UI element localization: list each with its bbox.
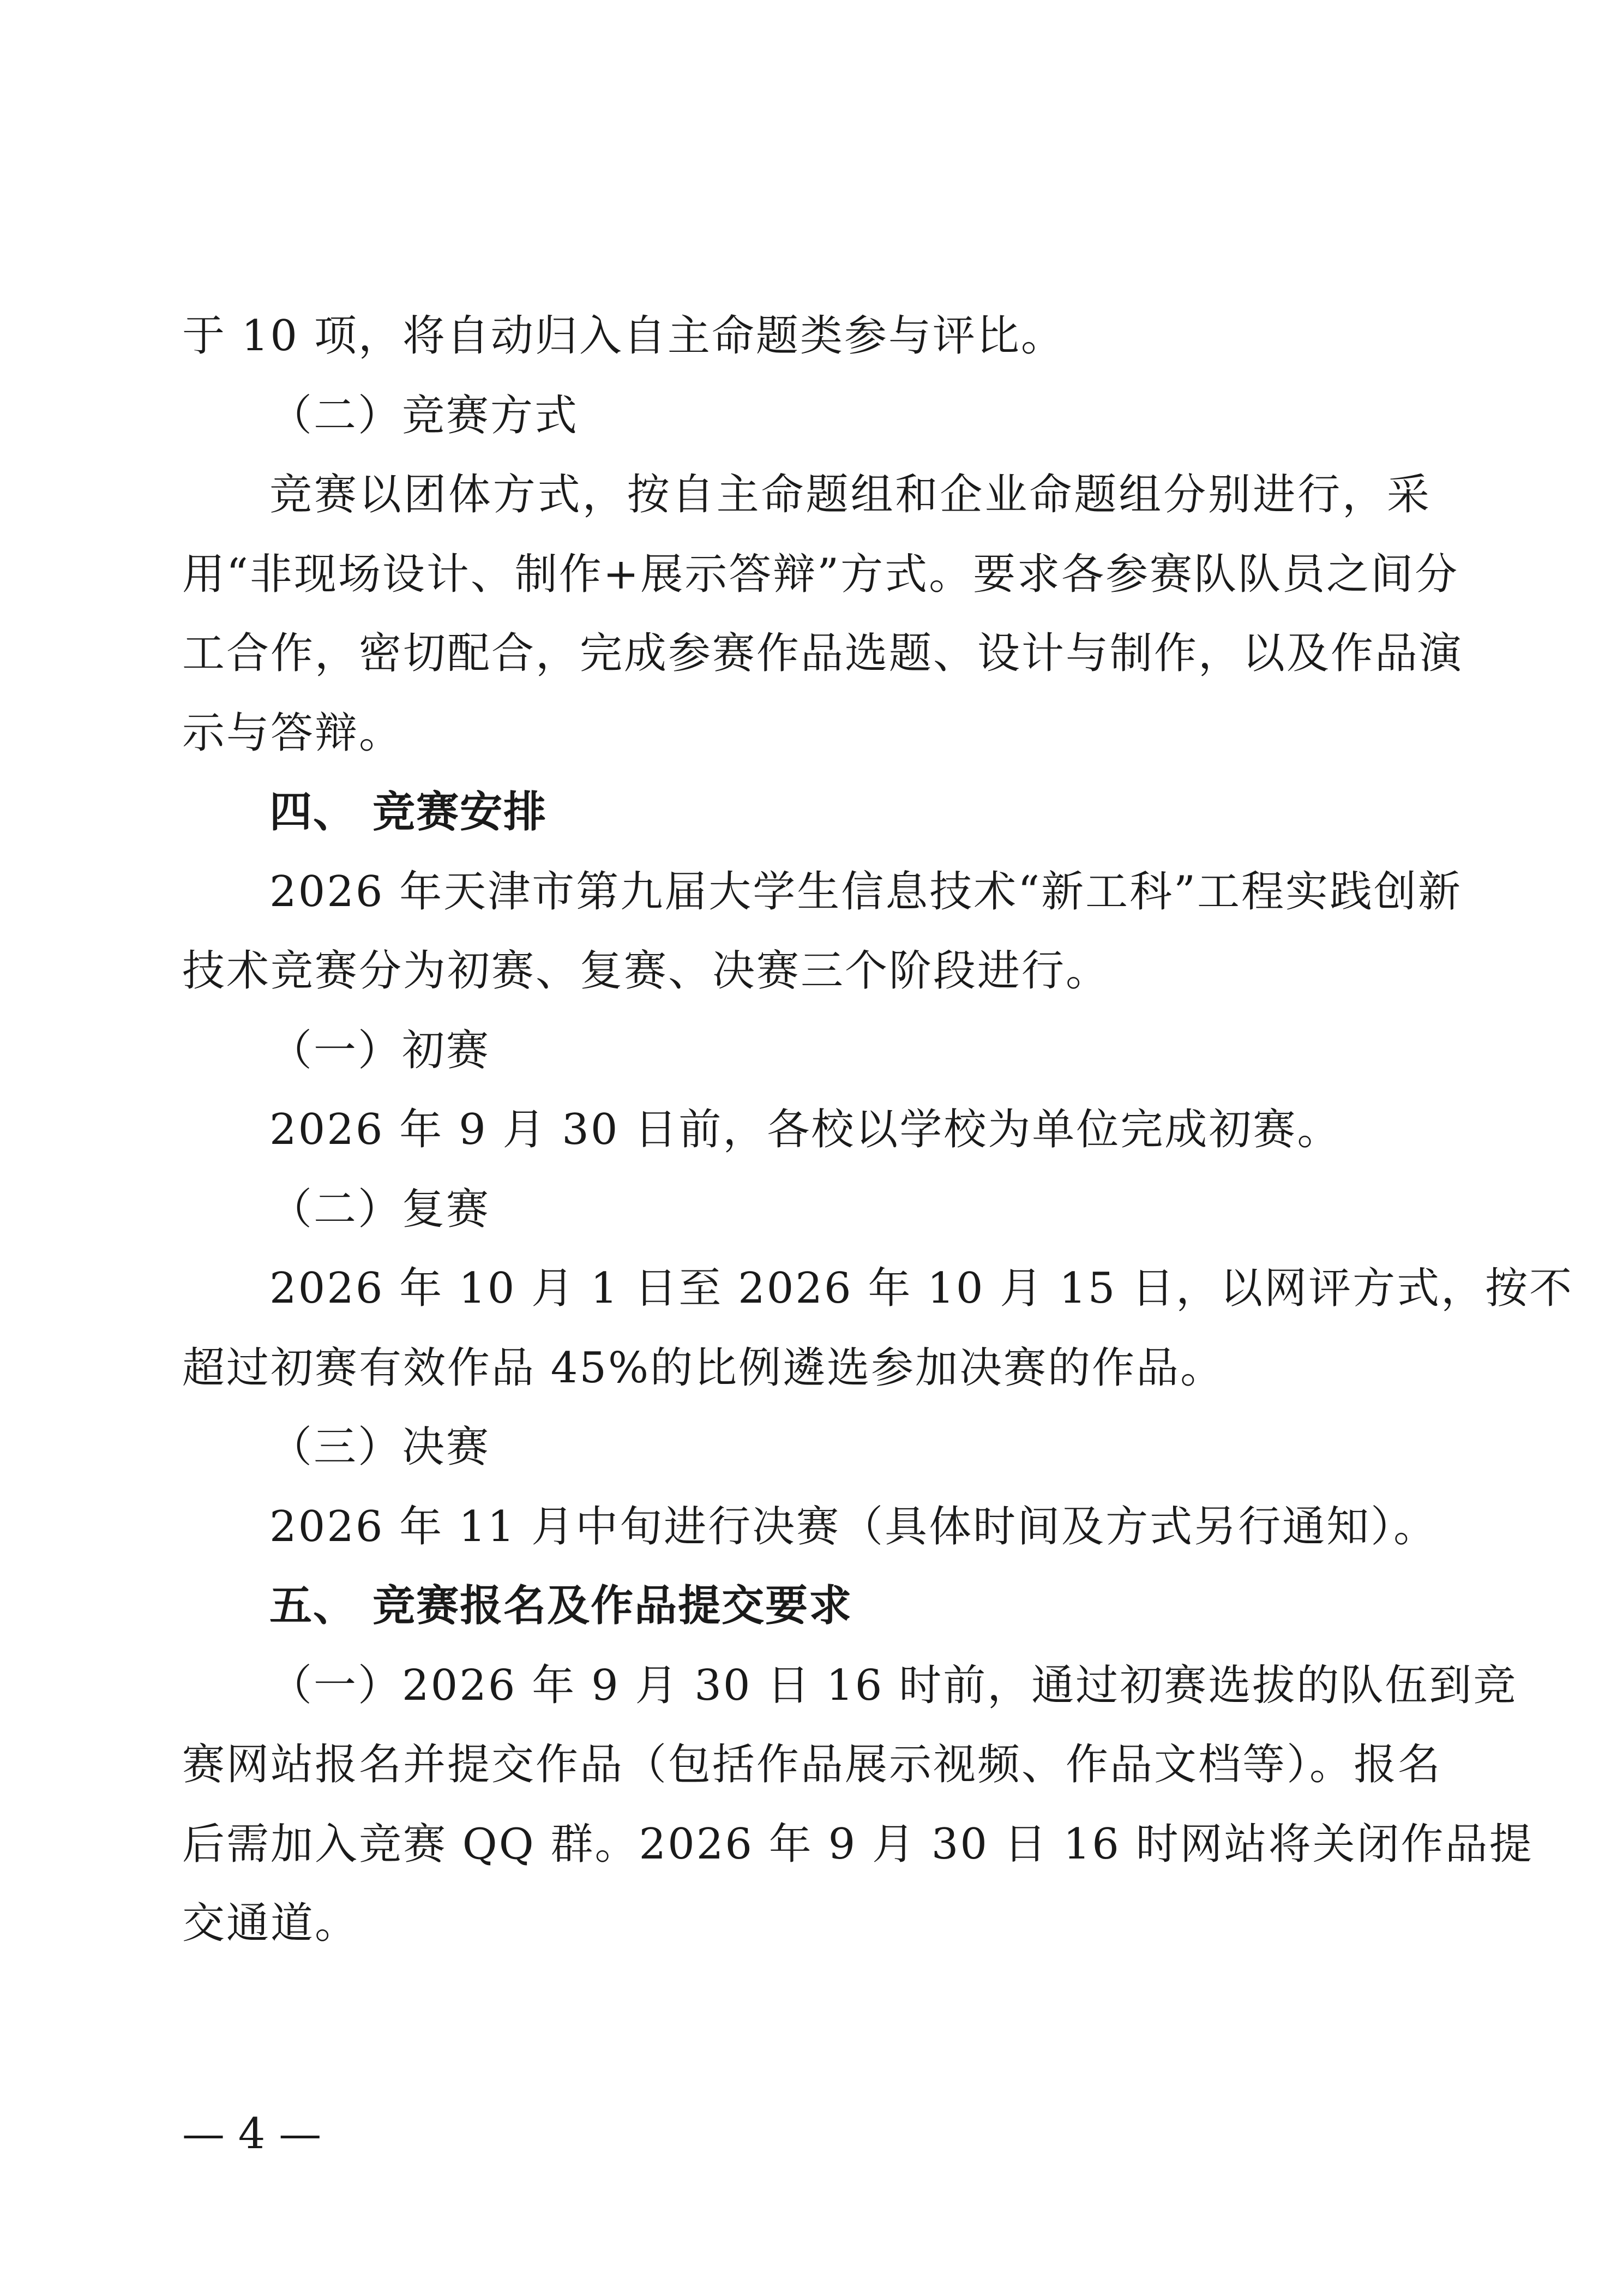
paragraph-line: 2026 年天津市第九届大学生信息技术“新工科”工程实践创新 [269,867,1463,916]
paragraph-line: 工合作，密切配合，完成参赛作品选题、设计与制作，以及作品演 [182,629,1464,678]
paragraph-line: 2026 年 10 月 1 日至 2026 年 10 月 15 日，以网评方式，按不 [269,1264,1574,1313]
paragraph-line: 示与答辩。 [182,709,404,758]
section-title-semifinal: （二）复赛 [269,1185,491,1234]
heading-registration-and-submission: 五、 竞赛报名及作品提交要求 [269,1581,853,1630]
section-title-final: （三）决赛 [269,1423,491,1472]
paragraph-line: 后需加入竞赛 QQ 群。2026 年 9 月 30 日 16 时网站将关闭作品提 [182,1820,1534,1869]
paragraph-line: 赛网站报名并提交作品（包括作品展示视频、作品文档等）。报名 [182,1740,1442,1789]
paragraph-line: 用“非现场设计、制作+展示答辩”方式。要求各参赛队队员之间分 [182,550,1459,599]
section-title-preliminary: （一）初赛 [269,1026,491,1075]
paragraph-line: 于 10 项，将自动归入自主命题类参与评比。 [182,311,1065,361]
paragraph-line: 技术竞赛分为初赛、复赛、决赛三个阶段进行。 [182,946,1110,996]
paragraph-line: （一）2026 年 9 月 30 日 16 时前，通过初赛选拔的队伍到竞 [269,1661,1518,1710]
paragraph-line: 2026 年 9 月 30 日前，各校以学校为单位完成初赛。 [269,1105,1342,1154]
paragraph-line: 竞赛以团体方式，按自主命题组和企业命题组分别进行，采 [269,470,1431,519]
paragraph-line: 2026 年 11 月中旬进行决赛（具体时间及方式另行通知）。 [269,1502,1438,1551]
paragraph-line: 超过初赛有效作品 45%的比例遴选参加决赛的作品。 [182,1344,1225,1393]
paragraph-line: 交通道。 [182,1899,359,1948]
section-title-competition-method: （二）竞赛方式 [269,391,579,440]
heading-competition-schedule: 四、 竞赛安排 [269,788,548,837]
page-number: — 4 — [182,2109,322,2159]
